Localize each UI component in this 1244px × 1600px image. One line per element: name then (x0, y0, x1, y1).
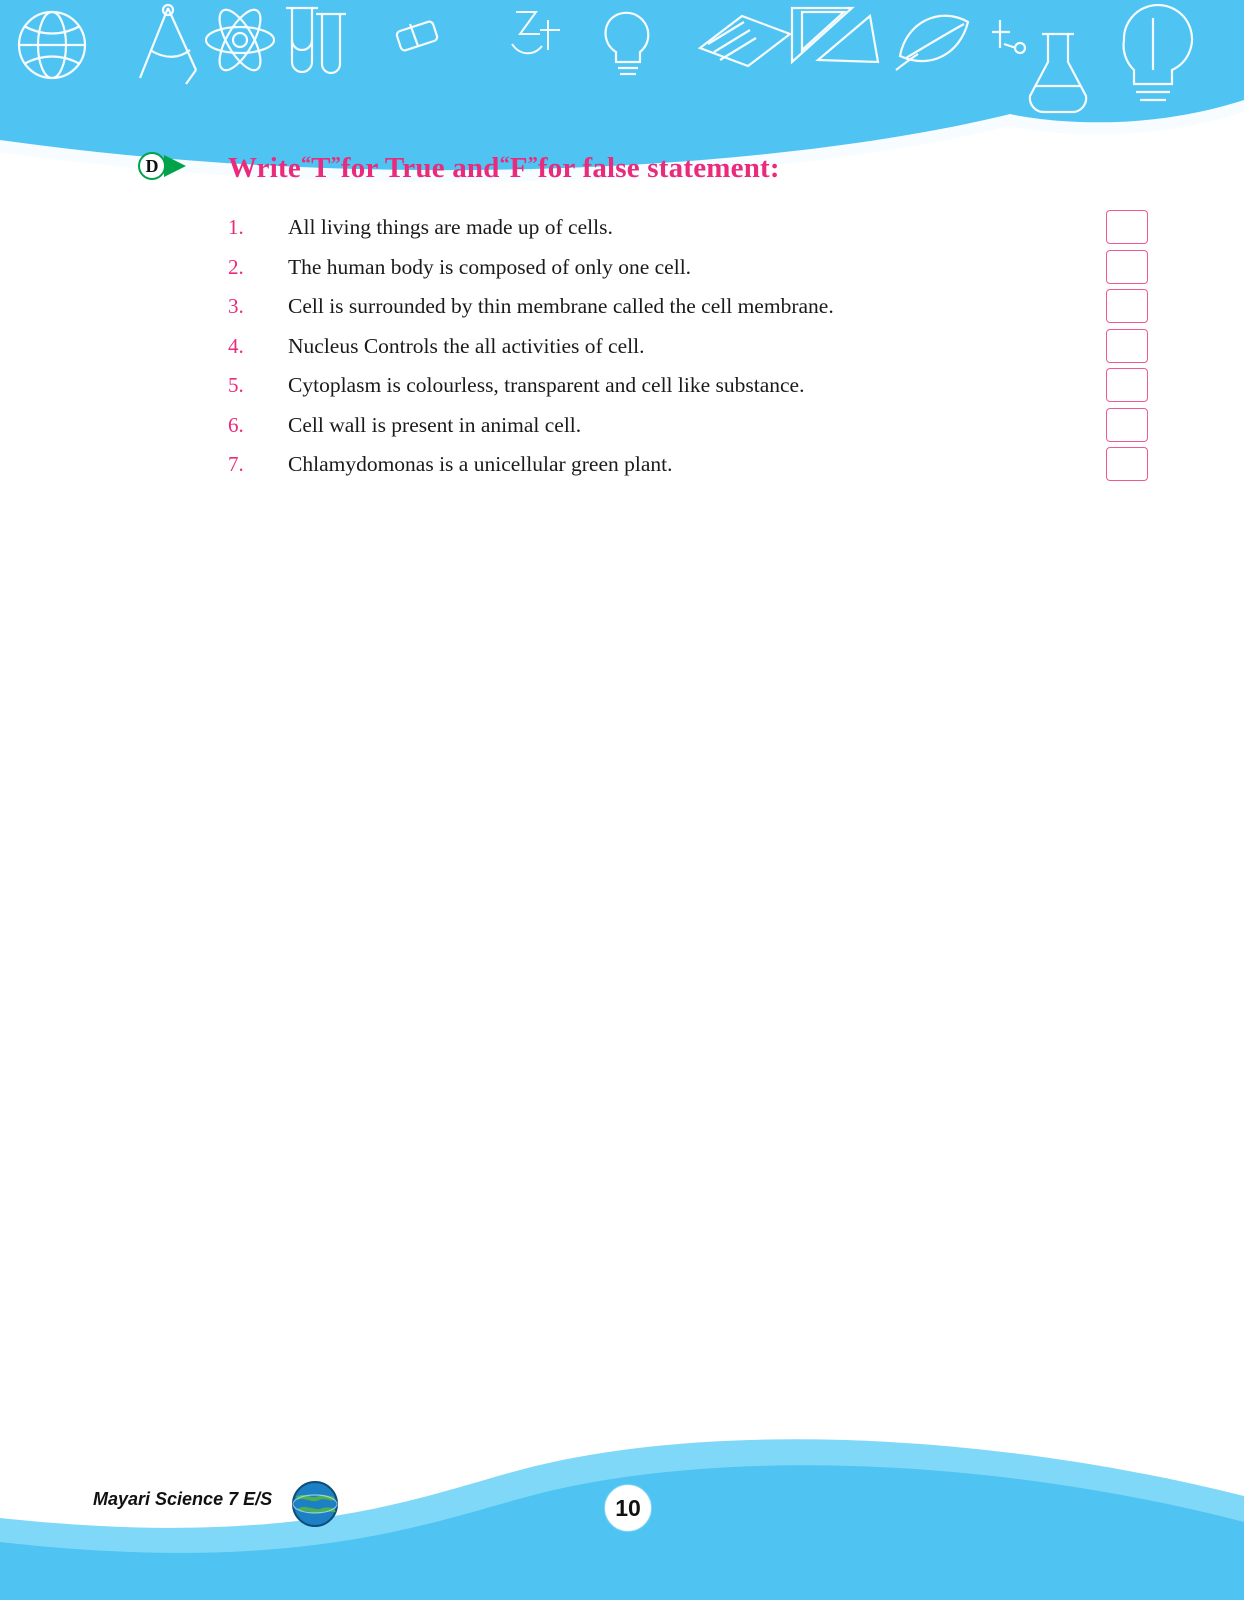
question-row (228, 414, 1128, 454)
question-row (228, 374, 1128, 414)
answer-box[interactable] (1106, 329, 1148, 363)
section-marker (138, 150, 206, 186)
question-number: 2. (228, 254, 244, 279)
quote-open-2: “ (499, 152, 510, 175)
question-text: The human body is composed of only one cell. (288, 254, 692, 279)
letter-f: F (509, 151, 528, 184)
quote-close-1: ” (330, 152, 341, 175)
section-title (228, 152, 780, 185)
question-number: 4. (228, 333, 244, 358)
question-row (228, 256, 1128, 296)
page-number: 10 (604, 1484, 652, 1532)
answer-box[interactable] (1106, 289, 1148, 323)
quote-open-1: “ (300, 152, 312, 175)
answer-box[interactable] (1106, 210, 1148, 244)
arrow-icon (164, 155, 186, 177)
question-text: Cell is surrounded by thin membrane called the cell membrane. (288, 294, 834, 318)
answer-box[interactable] (1106, 447, 1148, 481)
question-row (228, 216, 1128, 256)
question-row (228, 453, 1128, 493)
question-text: All living things are made up of cells. (288, 215, 613, 239)
answer-box[interactable] (1106, 250, 1148, 284)
question-number: 7. (228, 452, 244, 476)
answer-box[interactable] (1106, 408, 1148, 442)
section-heading (138, 150, 780, 186)
letter-t: T (311, 151, 331, 184)
footer-book-title: Mayari Science 7 E/S (93, 1489, 273, 1509)
section-letter: D (138, 152, 166, 180)
question-text: Cytoplasm is colourless, transparent and cell like substance. (288, 373, 805, 397)
question-row (228, 295, 1128, 335)
answer-box[interactable] (1106, 368, 1148, 402)
question-number: 5. (228, 373, 244, 397)
section-title-middle: for True and (340, 151, 500, 184)
true-false-question-list (228, 216, 1128, 493)
question-number: 3. (228, 294, 244, 318)
question-row (228, 335, 1128, 375)
question-text: Cell wall is present in animal cell. (288, 412, 582, 437)
quote-close-2: ” (527, 152, 538, 175)
question-text: Nucleus Controls the all activities of cell. (288, 333, 645, 358)
question-text: Chlamydomonas is a unicellular green plant. (288, 452, 673, 476)
question-number: 1. (228, 215, 244, 239)
section-title-prefix: Write (228, 151, 301, 184)
question-number: 6. (228, 412, 244, 437)
globe-icon (291, 1480, 339, 1528)
section-title-suffix: for false statement: (537, 151, 780, 184)
